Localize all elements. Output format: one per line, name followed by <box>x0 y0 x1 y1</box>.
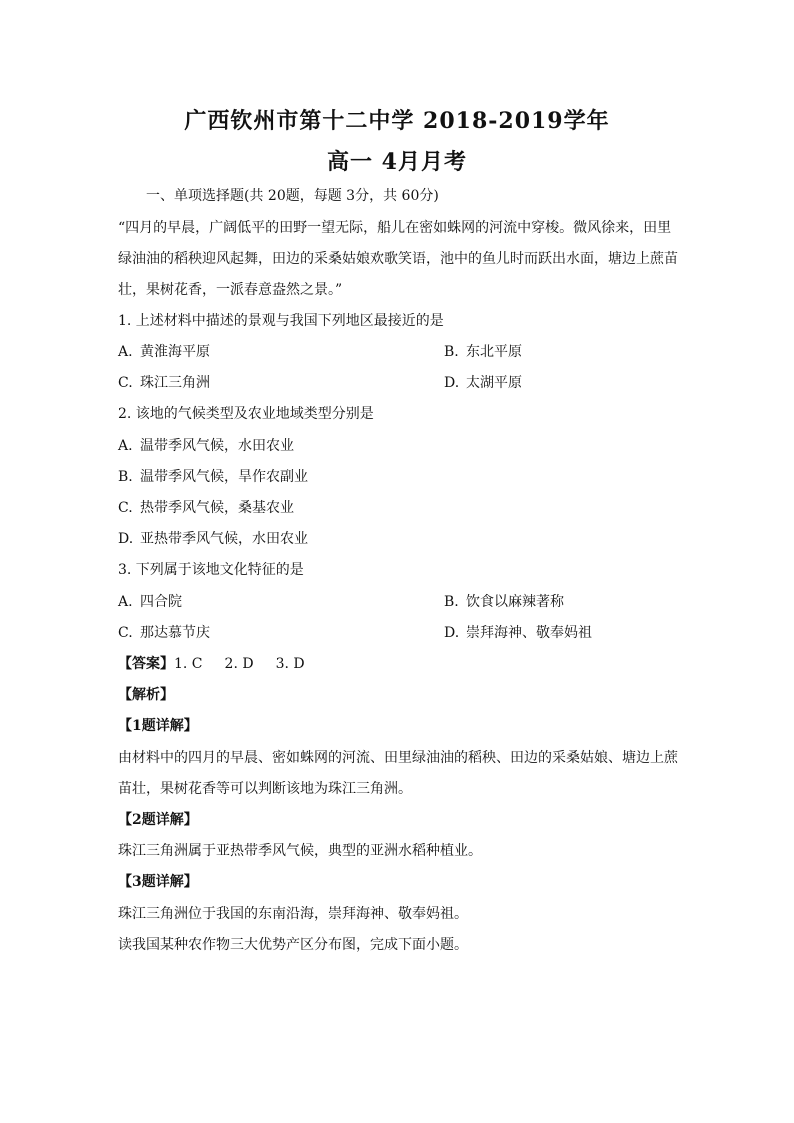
option-1b <box>444 342 522 362</box>
passage-line: “四月的早晨，广阔低平的田野一望无际，船儿在密如蛛网的河流中穿梭。微风徐来，田里 <box>118 220 672 236</box>
answer-item: 1. C <box>174 656 203 672</box>
q1-detail-text: 由材料中的四月的早晨、密如蛛网的河流、田里绿油油的稻秧、田边的采桑姑娘、塘边上蔗 <box>118 750 678 766</box>
section-heading: 一、单项选择题(共 20题，每题 3分，共 60分) <box>146 188 439 204</box>
option-2b <box>118 467 308 487</box>
option-label: D. <box>444 625 460 641</box>
option-2c <box>118 498 294 518</box>
option-text: 崇拜海神、敬奉妈祖 <box>466 625 592 641</box>
option-label: B. <box>118 469 133 485</box>
question-stem-2: 2. 该地的气候类型及农业地域类型分别是 <box>118 406 374 422</box>
option-1c <box>118 373 210 393</box>
q1-detail-label: 【1题详解】 <box>118 718 198 734</box>
q1-detail-text: 苗壮，果树花香等可以判断该地为珠江三角洲。 <box>118 781 412 797</box>
option-1a <box>118 342 210 362</box>
option-1d <box>444 373 522 393</box>
option-text: 亚热带季风气候，水田农业 <box>140 531 308 547</box>
answer-line <box>118 654 327 674</box>
q3-detail-label: 【3题详解】 <box>118 874 198 890</box>
option-text: 黄淮海平原 <box>140 344 210 360</box>
option-text: 饮食以麻辣著称 <box>466 594 564 610</box>
next-question-intro: 读我国某种农作物三大优势产区分布图，完成下面小题。 <box>118 937 468 953</box>
option-label: A. <box>118 344 133 360</box>
option-label: B. <box>444 594 459 610</box>
option-label: C. <box>118 625 133 641</box>
option-label: D. <box>444 375 460 391</box>
option-2a <box>118 436 294 456</box>
option-label: A. <box>118 438 133 454</box>
answer-item: 2. D <box>224 656 254 672</box>
option-3c <box>118 623 210 643</box>
option-3b <box>444 592 564 612</box>
option-label: A. <box>118 594 133 610</box>
q2-detail-label: 【2题详解】 <box>118 812 198 828</box>
option-text: 东北平原 <box>466 344 522 360</box>
option-text: 热带季风气候，桑基农业 <box>140 500 294 516</box>
option-3a <box>118 592 182 612</box>
option-text: 温带季风气候，水田农业 <box>140 438 294 454</box>
answer-label: 【答案】 <box>118 656 174 672</box>
passage-line: 壮，果树花香，一派春意盎然之景。” <box>118 282 343 298</box>
option-label: D. <box>118 531 134 547</box>
document-title: 广西钦州市第十二中学 2018-2019学年 <box>184 108 610 134</box>
analysis-label: 【解析】 <box>118 687 174 703</box>
option-text: 温带季风气候，旱作农副业 <box>140 469 308 485</box>
passage-line: 绿油油的稻秧迎风起舞，田边的采桑姑娘欢歌笑语，池中的鱼儿时而跃出水面，塘边上蔗苗 <box>118 251 678 267</box>
option-label: C. <box>118 375 133 391</box>
option-label: C. <box>118 500 133 516</box>
option-text: 四合院 <box>140 594 182 610</box>
question-stem-1: 1. 上述材料中描述的景观与我国下列地区最接近的是 <box>118 313 444 329</box>
q2-detail-text: 珠江三角洲属于亚热带季风气候，典型的亚洲水稻种植业。 <box>118 843 482 859</box>
option-label: B. <box>444 344 459 360</box>
document-subtitle: 高一 4月月考 <box>327 149 467 175</box>
q3-detail-text: 珠江三角洲位于我国的东南沿海，崇拜海神、敬奉妈祖。 <box>118 906 468 922</box>
option-2d <box>118 529 308 549</box>
option-3d <box>444 623 592 643</box>
option-text: 那达慕节庆 <box>140 625 210 641</box>
option-text: 太湖平原 <box>466 375 522 391</box>
answer-item: 3. D <box>275 656 305 672</box>
option-text: 珠江三角洲 <box>140 375 210 391</box>
question-stem-3: 3. 下列属于该地文化特征的是 <box>118 562 304 578</box>
